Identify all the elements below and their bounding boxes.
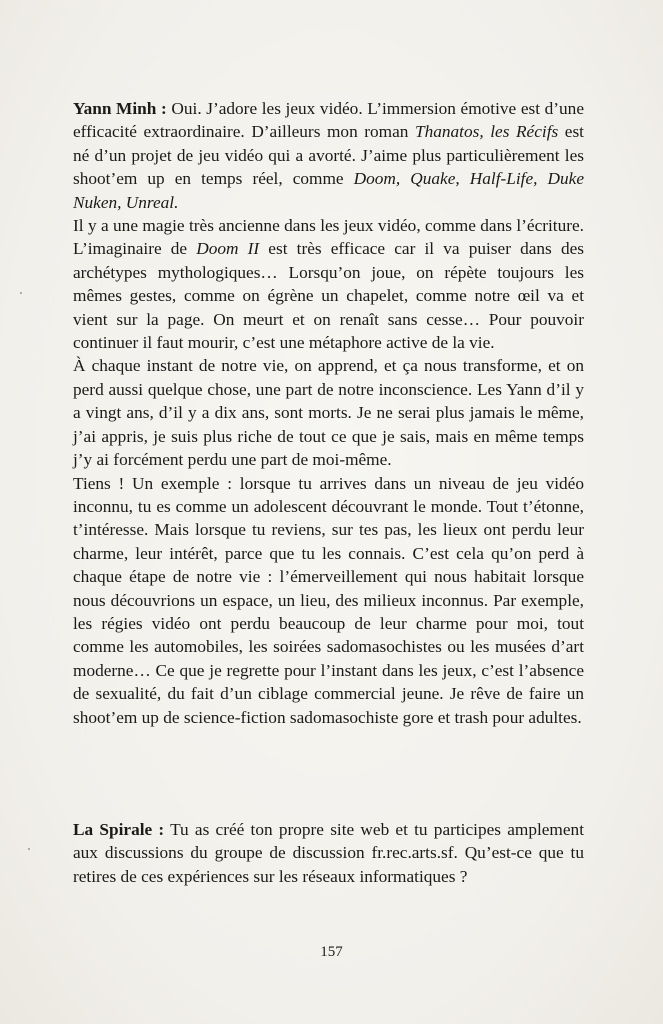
text-run: Tu as créé ton propre site web et tu participes amplement aux discussions du groupe de discussion fr.rec.arts.sf. Qu’est-ce que tu retires de ces expériences sur les réseaux informatiques ? — [73, 820, 584, 886]
paper-speck — [20, 292, 22, 294]
text-run: Tiens ! Un exemple : lorsque tu arrives dans un niveau de jeu vidéo inconnu, tu es comme un adolescent découvrant le monde. Tout t’étonne, t’intéresse. Mais lorsque tu reviens, sur tes pas, les lieux ont perdu leur charme, leur intérêt, parce que tu les connais. C’est cela qu’on perd à chaque étape de notre vie : l’émerveillement qui nous habitait lorsque nous découvrions un espace, un lieu, des milieux inconnus. Par exemple, les régies vidéo ont perdu beaucoup de leur charme pour moi, tout comme les automobiles, les soirées sadomasochistes ou les musées d’art moderne… Ce que je regrette pour l’instant dans les jeux, c’est l’absence de sexualité, du fait d’un ciblage commercial jeune. Je rêve de faire un shoot’em up de science-fiction sadomasochiste gore et trash pour adultes. — [73, 473, 584, 727]
text-run: Il y a une magie très ancienne dans les jeux vidéo, comme dans l’écriture. L’imaginaire de — [73, 216, 584, 259]
text-run: À chaque instant de notre vie, on apprend, et ça nous transforme, et on perd aussi quelque chose, une part de notre inconscience. Les Yann d’il y a vingt ans, d’il y a dix ans, sont morts. Je ne serai plus jamais le même, j’ai appris, je suis plus riche de tout ce que je sais, mais en même temps j’y ai forcément perdu une part de moi-même. — [73, 356, 584, 470]
speaker-name: La Spirale : — [73, 820, 165, 839]
paragraph-3 — [73, 354, 584, 471]
paragraph-1 — [73, 97, 584, 214]
paragraph-2 — [73, 214, 584, 354]
paper-speck — [28, 848, 30, 850]
interview-answer-yann-minh — [73, 97, 584, 729]
text-run: est très efficace car il va puiser dans des archétypes mythologiques… Lorsqu’on joue, on répète toujours les mêmes gestes, comme on égrène un chapelet, comme notre œil va et vient sur la page. On meurt et on renaît sans cesse… Pour pouvoir continuer il faut mourir, c’est une métaphore active de la vie. — [73, 239, 584, 353]
text-run: est né d’un projet de jeu vidéo qui a avorté. J’aime plus particulièrement les shoot’em up en temps réel, comme — [73, 122, 584, 189]
book-title: Thanatos, les Récifs — [415, 122, 559, 142]
page-number: 157 — [320, 944, 343, 960]
text-run: Oui. J’adore les jeux vidéo. L’immersion émotive est d’une efficacité extraordinaire. D’ailleurs mon roman — [73, 99, 584, 142]
paragraph-4 — [73, 472, 584, 729]
interview-question-la-spirale — [73, 818, 584, 888]
paragraph-5 — [73, 818, 584, 888]
game-titles: Doom, Quake, Half-Life, Duke Nuken, Unreal. — [73, 169, 584, 212]
game-title: Doom II — [196, 239, 260, 259]
speaker-name: Yann Minh : — [73, 99, 167, 118]
